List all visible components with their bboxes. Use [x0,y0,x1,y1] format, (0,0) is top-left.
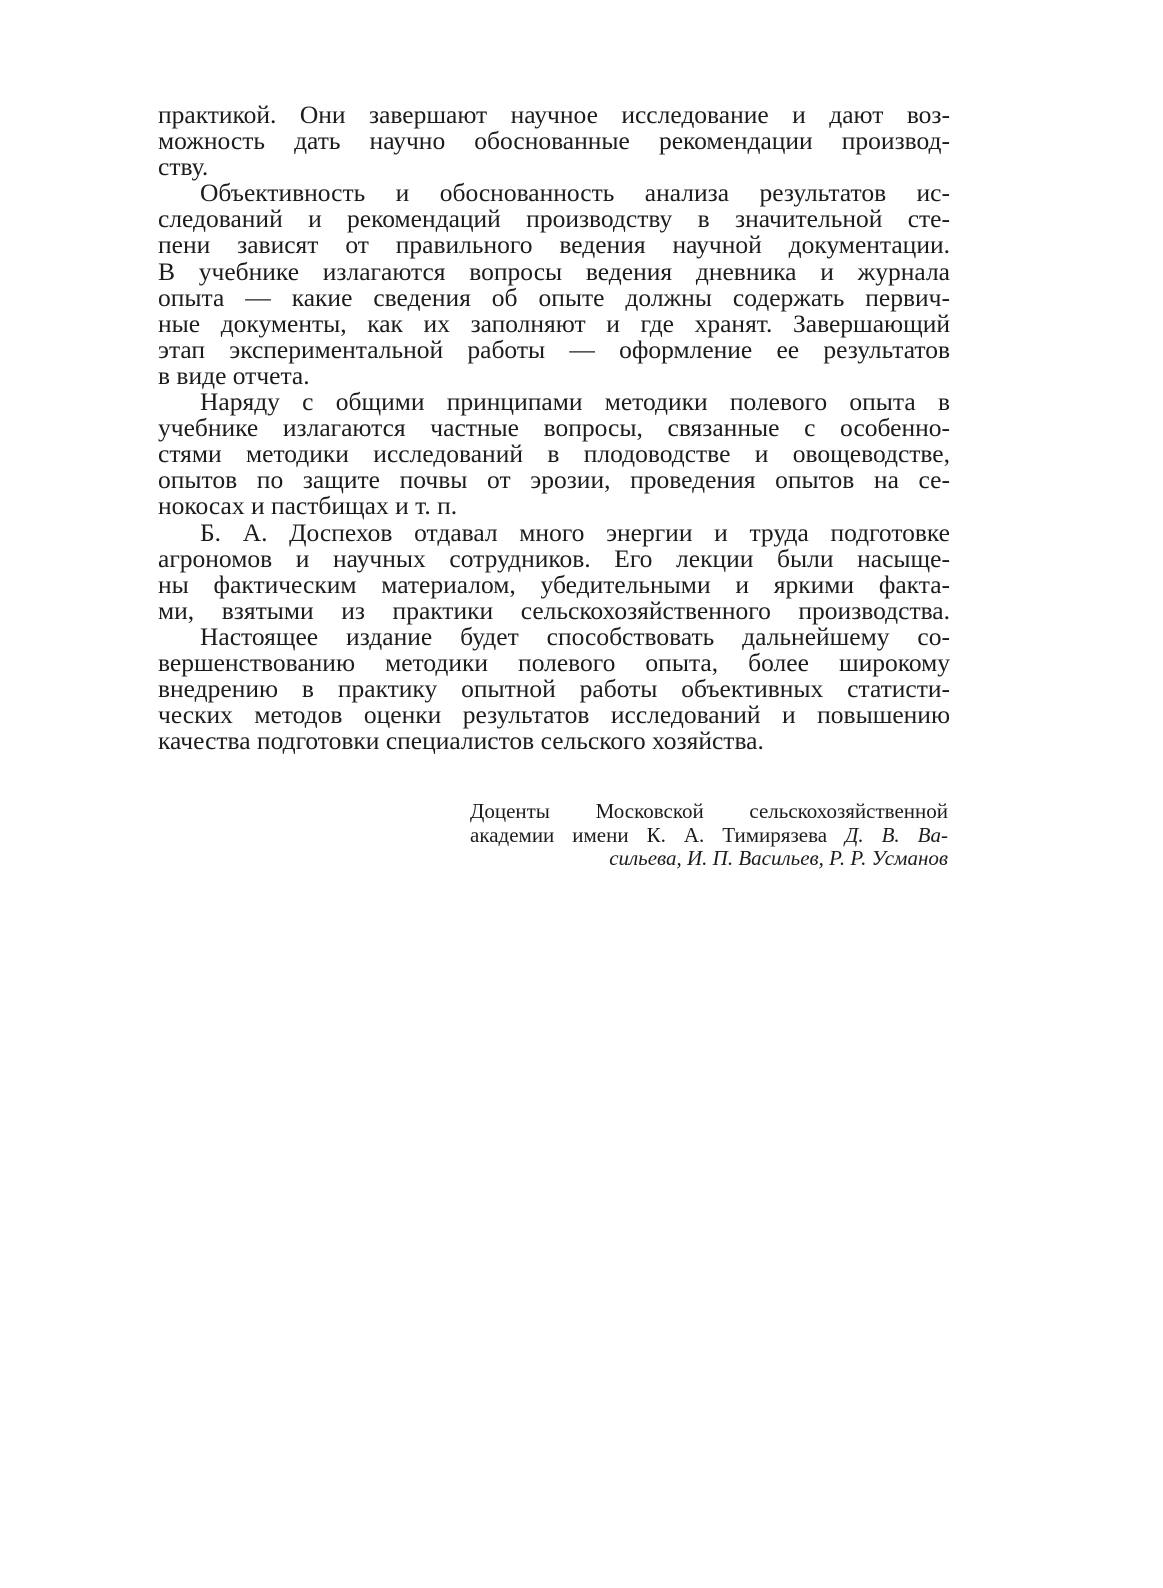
paragraph-1 [158,102,950,180]
signature-line-1: Доценты Московской сельскохозяйственной [470,799,948,823]
text-line: ческих методов оценки результатов исследований и повышению [158,700,950,730]
text-line: пени зависят от правильного ведения научной документации. [158,230,950,260]
text-line: ные документы, как их заполняют и где хранят. Завершающий [158,308,950,338]
text-line: ми, взятыми из практики сельскохозяйственного производства. [158,595,950,625]
text-line: практикой. Они завершают научное исследование и дают воз- [158,100,950,129]
text-line: стями методики исследований в плодоводстве и овощеводстве, [158,439,950,469]
text-line: ны фактическим материалом, убедительными и яркими факта- [158,569,950,599]
signature-affiliation: академии имени К. А. Тимирязева [470,822,846,847]
authors-signature [470,800,948,871]
text-line: опыта — какие сведения об опыте должны содержать первич- [158,282,950,312]
text-line: этап экспериментальной работы — оформление ее результатов [158,334,950,364]
paragraph-2 [158,180,950,389]
text-line: опытов по защите почвы от эрозии, проведения опытов на се- [158,465,950,495]
text-line: нокосах и пастбищах и т. п. [158,491,458,521]
text-line: Объективность и обоснованность анализа результатов ис- [200,178,950,208]
text-line: Б. А. Доспехов отдавал много энергии и труда подготовке [200,517,950,547]
text-line: следований и рекомендаций производству в значительной сте- [158,204,950,234]
text-line: внедрению в практику опытной работы объективных статисти- [158,674,950,704]
text-line: учебнике излагаются частные вопросы, связанные с особенно- [158,413,950,443]
text-line: Настоящее издание будет способствовать дальнейшему со- [200,621,950,651]
text-line: в виде отчета. [158,360,310,390]
text-line: ству. [158,152,209,182]
text-line: агрономов и научных сотрудников. Его лекции были насыще- [158,543,950,573]
signature-line-2 [470,824,948,848]
text-line: В учебнике излагаются вопросы ведения дневника и журнала [158,256,950,286]
text-line: вершенствованию методики полевого опыта, более широкому [158,647,950,677]
text-line: можность дать научно обоснованные рекомендации производ- [158,126,950,156]
body-text [158,102,950,754]
signature-author-names-start: Д. В. Ва- [845,822,948,847]
paragraph-3 [158,389,950,519]
text-line: качества подготовки специалистов сельского хозяйства. [158,726,764,756]
signature-author-names: сильева, И. П. Васильев, Р. Р. Усманов [609,846,948,870]
paragraph-4 [158,517,950,625]
paragraph-5 [158,621,950,756]
text-line: Наряду с общими принципами методики полевого опыта в [200,387,950,417]
